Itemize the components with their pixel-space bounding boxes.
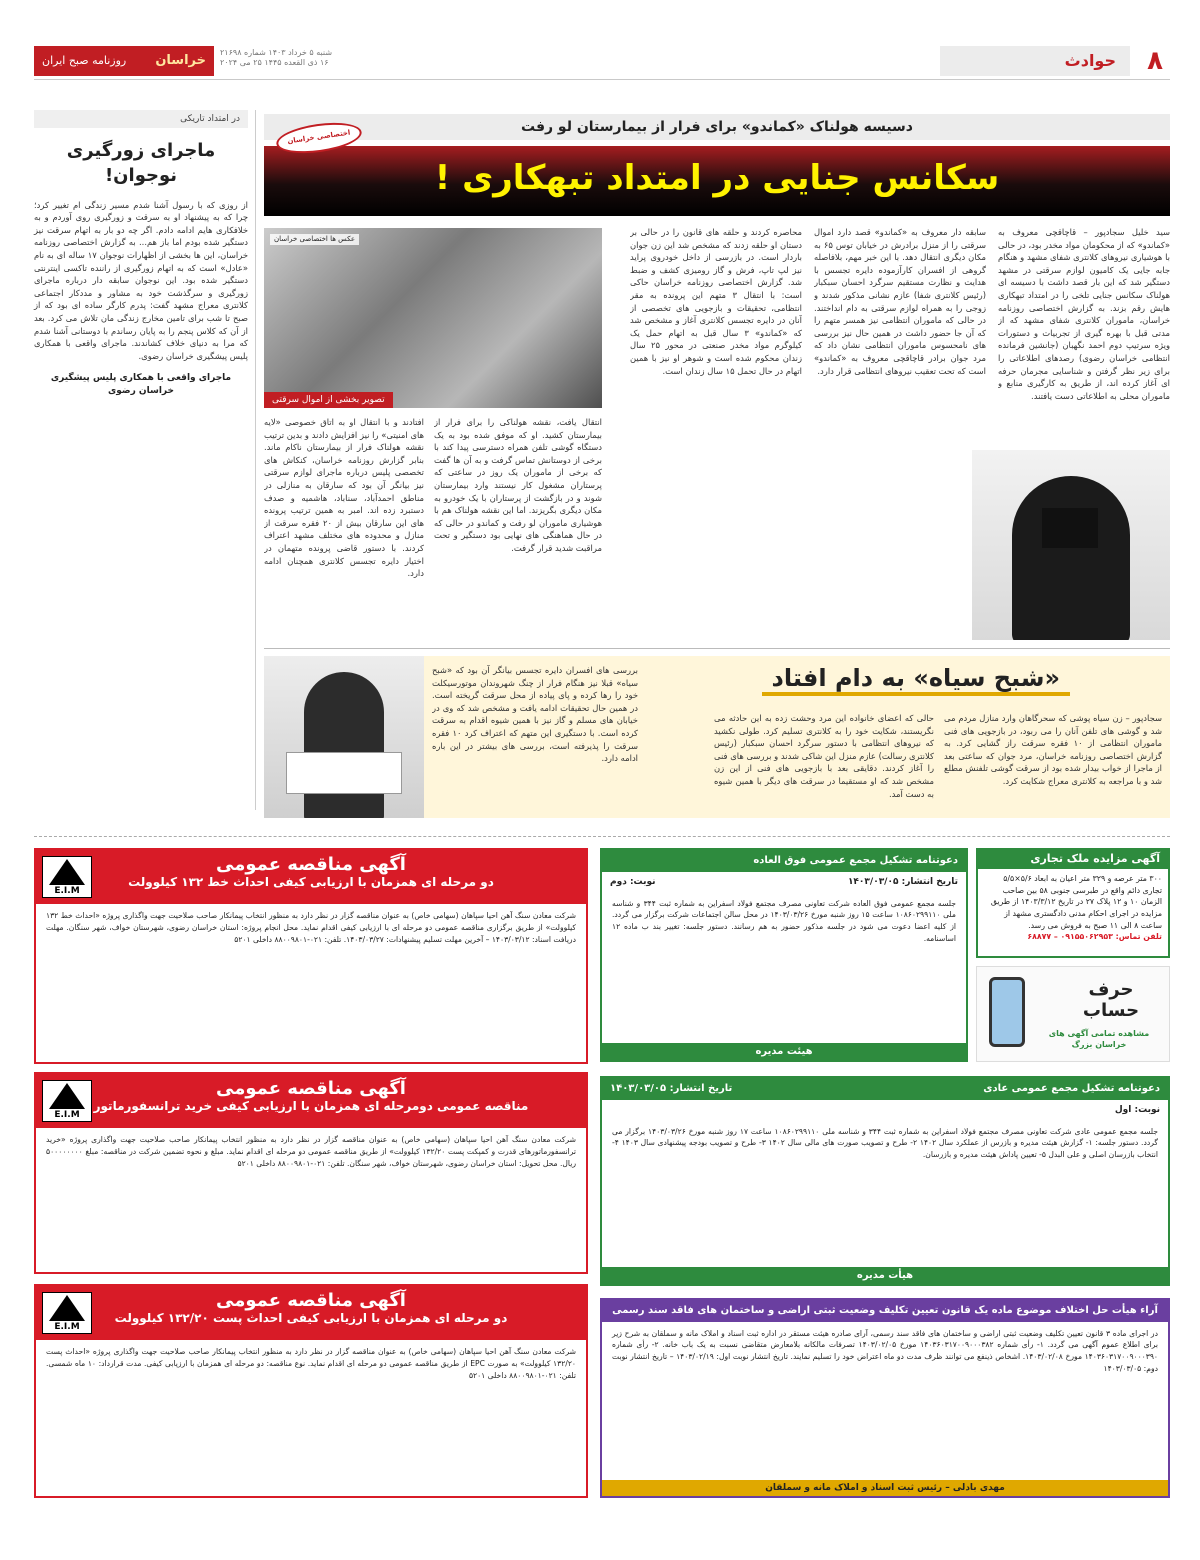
lead-headline: سکانس جنایی در امتداد تبهکاری !	[264, 146, 1170, 216]
suspect-boy-figure	[304, 672, 384, 818]
suspect-figure	[1012, 476, 1130, 640]
eim-logo: E.I.M	[42, 856, 92, 898]
assembly-1-date: تاریخ انتشار: ۱۴۰۳/۰۳/۰۵	[847, 876, 958, 887]
auction-phone: تلفن تماس: ۰۹۱۵۵۰۶۲۹۵۳ – ۶۸۸۷۷	[1027, 932, 1162, 942]
tender-ad-2	[34, 1072, 588, 1274]
stolen-goods-photo	[264, 228, 602, 408]
story-divider	[264, 648, 1170, 649]
assembly-1-footer: هیئت مدیره	[602, 1043, 966, 1061]
second-story-column-1: سجادپور – زن سیاه پوشی که سحرگاهان وارد منازل مردم می شد و گوشی های تلفن آنان را می ربود، در بازجویی های فنی ماموران انتظامی از ۱۰ فقره سرقت راز گشایی کرد. به گزارش اختصاصی روزنامه خراسان، مرد جوان که ساعتی بعد از ماجرا از خواب بیدار شده بود از سرقت گوشی تلفنش مطلع شد و با مراجعه به کلانتری معراج شکایت کرد.	[944, 713, 1162, 787]
tender-ad-3-title: آگهی مناقصه عمومی	[216, 1290, 406, 1311]
property-auction-ad	[976, 848, 1170, 958]
assembly-2-body: جلسه مجمع عمومی عادی شرکت تعاونی مصرف مجتمع فولاد اسفراین به شماره ثبت ۳۴۴ و شناسه ملی ۱۰۸۶۰۲۹۹۱۱۰ ساعت ۱۷ روز شنبه مورخ ۱۴۰۳/۰۳/۲۶ برگزار می گردد. دستور جلسه: ۱- گزارش هیئت مدیره و بازرس از عملکرد سال ۱۴۰۲ ۲- طرح و تصویب صورت های مالی سال ۱۴۰۲ ۳- طرح و تصویب بودجه پیشنهادی سال ۱۴۰۳ ۴- انتخاب بازرسان اصلی و علی البدل ۵- تعیین پاداش هیئت مدیره و بازرسان.	[612, 1126, 1159, 1160]
lead-column-3: محاصره کردند و حلقه های قانون را در حالی بر دستان او حلقه زدند که مشخص شد این زن جوان باردار است. در بازرسی از داخل خودروی پراید نیز لپ تاپ، فرش و گاز رومیزی کشف و ضبط شد. گزارش اختصاصی روزنامه خراسان حاکی است: با انتقال ۳ متهم این پرونده به مقر انتظامی، تحقیقات و بازجویی های تخصصی از آنان در دایره تجسس کلانتری آغاز و مشخص شد که «کماندو» ۳ سال قبل به اتهام حمل یک کیلوگرم مواد مخدر صنعتی در محور ۲۵ سال زندان محکوم شده است و شوهر او نیز با همین اتهام در حال تحمل ۱۵ سال زندان است.	[630, 227, 802, 376]
id-placard	[286, 752, 402, 794]
newspaper-logo	[34, 46, 214, 76]
assembly-2-title: دعوتنامه تشکیل مجمع عمومی عادی	[983, 1083, 1160, 1094]
deed-body: در اجرای ماده ۳ قانون تعیین تکلیف وضعیت ثبتی اراضی و ساختمان های فاقد سند رسمی، آرای صادره هیئت مستقر در اداره ثبت اسناد و املاک مانه و سملقان به شرح زیر برای اطلاع عموم آگهی می گردد. ۱- رأی شماره ۱۴۰۳۶۰۳۱۷۰۰۹۰۰۰۳۸۲ مورخ ۱۴۰۳/۰۲/۰۵ تصرفات مالکانه بلامعارض متقاضی نسبت به یک باب خانه. ۲- رأی شماره ۱۴۰۳۶۰۳۱۷۰۰۹۰۰۰۳۹۰ مورخ ۱۴۰۳/۰۲/۰۸. اشخاص ذینفع می توانند ظرف مدت دو ماه اعتراض خود را تسلیم نمایند. تاریخ انتشار نوبت اول: ۱۴۰۳/۰۲/۱۹ – تاریخ انتشار نوبت دوم: ۱۴۰۳/۰۳/۰۵	[612, 1328, 1158, 1373]
section-title: حوادث	[940, 46, 1130, 76]
photo-caption: تصویر بخشی از اموال سرقتی	[264, 392, 393, 408]
logo-triangle-icon	[49, 859, 85, 885]
promo-ad	[976, 966, 1170, 1062]
assembly-2-footer: هیأت مدیره	[602, 1267, 1168, 1285]
tender-ad-2-title: آگهی مناقصه عمومی	[216, 1078, 406, 1099]
logo-triangle-icon	[49, 1295, 85, 1321]
lead-column-1: سید خلیل سجادپور – قاچاقچی معروف به «کماندو» که از محکومان مواد مخدر بود، در حالی با هوشیاری نیروهای کلانتری شفای مشهد و هنگام جابه جایی یک کامیون لوازم سرقتی در مشهد دستگیر شد که این بار قصد داشت با دسیسه ای هولناک سکانس جنایی تلخی را در امتداد تبهکاری هایش رقم بزند. به گزارش اختصاصی روزنامه خراسان، ماموران کلانتری شفای مشهد که از مدتی قبل با بهره گیری از تجربیات و دستورات ویژه سرتیپ دوم احمد نگهبان (جانشین فرمانده انتظامی خراسان رضوی) رصدهای اطلاعاتی را برای زیر نظر گرفتن و شناسایی مجرمان حرفه ای آغاز کرده اند، از طریق به کارگیری منابع و ماموران محلی به اطلاعاتی دست یافتند.	[998, 227, 1170, 401]
sidebar-story	[34, 110, 248, 810]
exclusive-stamp: اختصاصی خراسان	[274, 118, 363, 158]
tender-ad-2-header	[36, 1074, 586, 1128]
promo-subtitle: مشاهده تمامی آگهی های خراسان بزرگ	[1048, 1029, 1150, 1049]
second-story-column-2: حالی که اعضای خانواده این مرد وحشت زده به این حادثه می نگریستند، شکایت خود را به کلانتری تسلیم کرد. طولی نکشید که نیروهای انتظامی با دستور سرگرد احسان سبکبار (رئیس کلانتری رسالت) عازم منزل این شاکی شدند و بررسی های فنی را آغاز کردند. دقایقی بعد با بازجویی های فنی از این زن مشخص شد که او مستقیما در سرقت های دیگر با همین شیوه به دست آمد.	[714, 713, 934, 799]
auction-title: آگهی مزایده ملک تجاری	[978, 850, 1168, 869]
tender-ad-2-subtitle: مناقصه عمومی دومرحله ای همزمان با ارزیابی کیفی خرید ترانسفورماتور	[93, 1099, 529, 1113]
suspect-boy-photo	[264, 656, 424, 818]
assembly-1-body: جلسه مجمع عمومی فوق العاده شرکت تعاونی مصرف مجتمع فولاد اسفراین به شماره ثبت ۳۴۴ و شناسه ملی ۱۰۸۶۰۲۹۹۱۱۰ ساعت ۱۵ روز شنبه مورخ ۱۴۰۳/۰۳/۲۶ در محل سالن اجتماعات شرکت برگزار می گردد. از کلیه اعضا دعوت می شود در جلسه مذکور حضور به هم رسانند. دستور جلسه: تغییر بند ب ماده ۱۲ اساسنامه.	[612, 898, 957, 943]
logo-triangle-icon	[49, 1083, 85, 1109]
eim-logo: E.I.M	[42, 1080, 92, 1122]
sidebar-body: از روزی که با رسول آشنا شدم مسیر زندگی ام تغییر کرد؛ چرا که به پیشنهاد او به سرقت و زورگیری روی آوردم و به خلافکاری هایم ادامه دادم. اگر چه دو بار به اتهام سرقت نیز دستگیر شده بودم اما باز هم... به گزارش اختصاصی روزنامه خراسان، این ها بخشی از اظهارات نوجوان ۱۷ ساله ای به نام «عادل» است که به اتهام زورگیری از راننده تاکسی اینترنتی دستگیر شده بود. این نوجوان سابقه دار درباره ماجرای زورگیری و سرگذشت خود به مشاور و مددکار اجتماعی کلانتری معراج مشهد گفت: پدرم کارگر ساده ای بود که از صبح تا شب برای تامین مخارج زندگی مان تلاش می کرد. بعد از آن که کلاس پنجم را به پایان رساندم با دوستانی آشنا شدم که مرا به دنیای خلاف کشاندند. ماجرای واقعی با همکاری پلیس پیشگیری خراسان رضوی.	[34, 199, 248, 361]
sidebar-kicker: در امتداد تاریکی	[34, 110, 248, 128]
logo-tagline: روزنامه صبح ایران	[42, 53, 127, 67]
assembly-2-date: تاریخ انتشار: ۱۴۰۳/۰۳/۰۵	[610, 1083, 733, 1094]
tender-ad-1-body: شرکت معادن سنگ آهن احیا سپاهان (سهامی خاص) به عنوان مناقصه گزار در نظر دارد به منظور انتخاب پیمانکار صاحب صلاحیت جهت واگذاری پروژه «احداث خط ۱۳۲ کیلوولت» از طریق برگزاری مناقصه عمومی دو مرحله ای با ارزیابی کیفی اقدام نماید. محل انجام پروژه: استان خراسان رضوی، شهرستان خواف، شهر سنگان. مهلت دریافت اسناد: ۱۴۰۳/۰۳/۱۲ – آخرین مهلت تسلیم پیشنهادات: ۱۴۰۳/۰۳/۲۷. تلفن: ۰۲۱-۸۸۰۰۹۸۰۱ داخلی ۵۲۰۱	[46, 911, 576, 944]
lead-column-2: سابقه دار معروف به «کماندو» قصد دارد اموال سرقتی را از منزل برادرش در خیابان توس ۶۵ به مکان دیگری انتقال دهد. با این خبر مهم، بلافاصله گروهی از افسران کارآزموده دایره تجسس با هدایت و نظارت مستقیم سرگرد احسان سبکبار (رئیس کلانتری شفا) عازم نشانی مذکور شدند و زوجی را به همراه لوازم سرقتی به دام انداختند. در حالی که ماموران انتظامی نیز همسر متهم را که آن جا حضور داشت در همین حال نیز بررسی های نامحسوس ماموران انتظامی نشان داد که مرد جوان برادر قاچاقچی معروف به «کماندو» است که تحت تعقیب نیروهای انتظامی قرار دارد.	[814, 227, 986, 376]
deed-footer: مهدی بادلی – رئیس ثبت اسناد و املاک مانه و سملقان	[602, 1480, 1168, 1496]
page-number: ۸	[1147, 46, 1163, 76]
lead-kicker: دسیسه هولناک «کماندو» برای فرار از بیمارستان لو رفت	[264, 114, 1170, 140]
tender-ad-3	[34, 1284, 588, 1498]
page-header	[34, 44, 1170, 80]
assembly-1-header	[602, 850, 966, 872]
column-divider	[255, 110, 256, 810]
sidebar-title: ماجرای زورگیری نوجوان!	[66, 140, 216, 187]
photo-credit: عکس ها اختصاصی خراسان	[270, 234, 359, 245]
assembly-1-meta	[602, 872, 966, 892]
tender-ad-1-title: آگهی مناقصه عمومی	[216, 854, 406, 875]
tender-ad-2-body: شرکت معادن سنگ آهن احیا سپاهان (سهامی خاص) به عنوان مناقصه گزار در نظر دارد به منظور انتخاب پیمانکار صاحب صلاحیت جهت واگذاری پروژه «خرید ترانسفورماتورهای قدرت و کمپکت پست ۱۳۲/۲۰ کیلوولت» از طریق مناقصه عمومی دو مرحله ای اقدام نماید. مبلغ و نحوه تضمین شرکت در مناقصه: مبلغ ۵۰۰۰۰۰۰۰۰ ریال. محل تحویل: استان خراسان رضوی، شهرستان خواف، شهر سنگان. تلفن: ۰۲۱-۸۸۰۰۹۸۰۱ داخلی ۵۲۰۱	[46, 1135, 576, 1168]
tender-ad-1	[34, 848, 588, 1064]
mobile-phone-icon	[989, 977, 1025, 1047]
suspect-photo	[972, 450, 1170, 640]
tender-ad-1-header	[36, 850, 586, 904]
tender-ad-3-body: شرکت معادن سنگ آهن احیا سپاهان (سهامی خاص) به عنوان مناقصه گزار در نظر دارد به منظور انتخاب پیمانکار صاحب صلاحیت جهت واگذاری پروژه «احداث پست ۱۳۲/۲۰ کیلوولت» به صورت EPC از طریق مناقصه عمومی دو مرحله ای اقدام نماید. نوع مناقصه: دو مرحله ای همزمان با ارزیابی کیفی. مدت قرارداد: ۱۰ ماه شمسی. تلفن: ۰۲۱-۸۸۰۰۹۸۰۱ داخلی ۵۲۰۱	[46, 1347, 576, 1380]
deed-title: آراء هیأت حل اختلاف موضوع ماده یک قانون تعیین تکلیف وضعیت ثبتی اراضی و ساختمان های فاقد سند رسمی	[602, 1300, 1168, 1322]
assembly-notice-extraordinary	[600, 848, 968, 1062]
auction-body: ۳۰۰ متر عرصه و ۳۲۹ متر اعیان به ابعاد ۵/۶×۵/۵ تجاری دائم واقع در طبرسی جنوبی ۵۸ بین صاحب الزمان ۱۰ و ۱۲ پلاک ۲۷ در تاریخ ۱۴۰۳/۳/۱۲ از طریق مزایده در اجرای احکام مدنی دادگستری مشهد از ساعت ۸ الی ۱۱ صبح به فروش می رسد. تلفن تماس: ۰۹۱۵۵۰۶۲۹۵۳ – ۶۸۸۷۷	[978, 869, 1168, 947]
tender-ad-1-subtitle: دو مرحله ای همزمان با ارزیابی کیفی احداث خط ۱۳۲ کیلوولت	[128, 875, 494, 889]
assembly-2-round: نوبت: اول	[1114, 1104, 1160, 1115]
land-deed-ruling-ad	[600, 1298, 1170, 1498]
assembly-2-meta	[602, 1100, 1168, 1120]
tender-ad-3-header	[36, 1286, 586, 1340]
assembly-notice-ordinary	[600, 1076, 1170, 1286]
second-story-column-3: بررسی های افسران دایره تجسس بیانگر آن بود که «شبح سیاه» قبلا نیز هنگام فرار از چنگ شهروندان موتورسیکلت خود را رها کرده و پای پیاده از محل سرقت گریخته است. در همین حال تحقیقات ادامه یافت و مشخص شد که وی در خیابان های مسلم و گاز نیز با همین شیوه اقدام به سرقت کرده است. با دستگیری این متهم که اعتراف کرد ۱۰ فقره سرقت را پذیرفته است، بررسی های بیشتر در این باره ادامه دارد.	[432, 665, 638, 764]
dateline: شنبه ۵ خرداد ۱۴۰۳ شماره ۲۱۶۹۸ ۱۶ ذی القعده ۱۴۴۵ ۲۵ می ۲۰۲۴	[220, 48, 333, 67]
assembly-1-title: دعوتنامه تشکیل مجمع عمومی فوق العاده	[753, 855, 958, 866]
second-story-title: «شبح سیاه» به دام افتاد	[762, 664, 1070, 696]
lead-column-4: انتقال یافت، نقشه هولناکی را برای فرار از بیمارستان کشید. او که موفق شده بود به یک دستگاه گوشی تلفن همراه دسترسی پیدا کند با برخی از دوستانش تماس گرفت و به آن ها گفت که برخی از ماموران یک روز در ساعتی که پرستاران مشغول کار نیستند وارد بیمارستان شوند و در بازگشت از پرستاران با یک خودرو به مکان دیگری بگریزند. اما این نقشه هولناک هم با هوشیاری ماموران لو رفت و کماندو در حالی که در حال هماهنگی های نهایی بود دستگیر و تحت مراقبت شدید قرار گرفت.	[434, 417, 602, 554]
face-blur	[1042, 508, 1098, 548]
eim-logo: E.I.M	[42, 1292, 92, 1334]
assembly-2-header	[602, 1078, 1168, 1100]
lead-column-5: افتادند و با انتقال او به اتاق خصوصی «لایه های امنیتی» را نیز افزایش دادند و بدین ترتیب نقشه هولناک فرار از بیمارستان ناکام ماند. بنابر گزارش روزنامه خراسان، کنکاش های تخصصی پلیس درباره ماجرای لوازم سرقتی نیز بیانگر آن بود که سارقان به منازلی در مناطق احمدآباد، سناباد، هاشمیه و صدف دستبرد زده اند. امبر به همین ترتیب پرونده های این سارقان بیش از ۲۰ فقره سرقت از منازل و محدوده های مختلف مشهد اعتراف کردند. با دستور قاضی پرونده متهمان در اختیار دایره تجسس کلانتری همچنان ادامه دارد.	[264, 417, 424, 579]
assembly-1-round: نوبت: دوم	[610, 876, 656, 887]
logo-brand: خراسان	[155, 53, 206, 69]
promo-title: حرف حساب	[1082, 979, 1140, 1021]
ads-separator	[34, 836, 1170, 837]
sidebar-footer: ماجرای واقعی با همکاری پلیس پیشگیری خراسان رضوی	[50, 373, 232, 396]
tender-ad-3-subtitle: دو مرحله ای همزمان با ارزیابی کیفی احداث پست ۱۳۲/۲۰ کیلوولت	[114, 1311, 508, 1325]
